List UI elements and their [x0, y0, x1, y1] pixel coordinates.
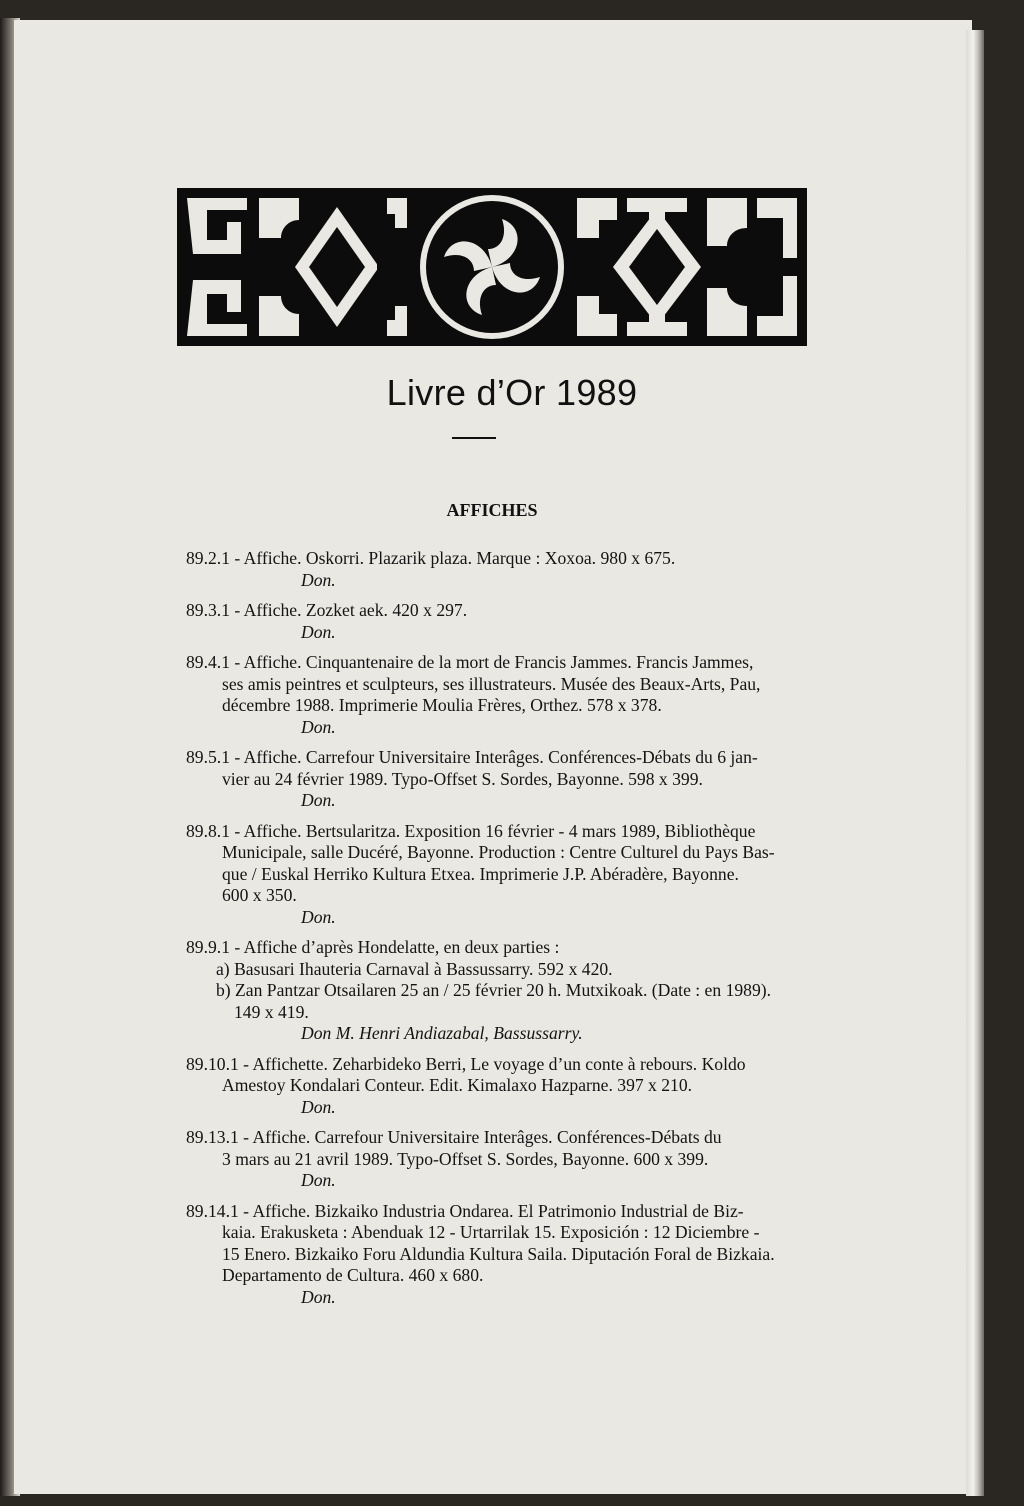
page-stack-edge: [966, 30, 984, 1496]
entry-donor: Don.: [301, 790, 336, 810]
list-item: [186, 1127, 808, 1192]
entry-text: kaia. Erakusketa : Abenduak 12 - Urtarrilak 15. Exposición : 12 Diciembre -: [222, 1222, 760, 1242]
entry-text: 3 mars au 21 avril 1989. Typo-Offset S. Sordes, Bayonne. 600 x 399.: [222, 1148, 709, 1169]
list-item: [186, 1201, 808, 1309]
entry-text: 89.3.1 - Affiche. Zozket aek. 420 x 297.: [186, 600, 468, 620]
list-item: [186, 600, 808, 643]
entry-text: 600 x 350.: [222, 885, 297, 905]
entry-text: 89.5.1 - Affiche. Carrefour Universitaire Interâges. Conférences-Débats du 6 jan-: [186, 747, 758, 767]
entry-donor: Don.: [301, 621, 336, 642]
entry-text: que / Euskal Herriko Kultura Etxea. Imprimerie J.P. Abéradère, Bayonne.: [222, 863, 739, 884]
entry-donor: Don M. Henri Andiazabal, Bassussarry.: [301, 1023, 583, 1043]
entry-text: 89.10.1 - Affichette. Zeharbideko Berri, Le voyage d’un conte à rebours. Koldo: [186, 1053, 746, 1074]
entry-donor: Don.: [301, 569, 336, 590]
list-item: [186, 821, 808, 929]
entry-text: Municipale, salle Ducéré, Bayonne. Production : Centre Culturel du Pays Bas-: [222, 842, 775, 862]
entry-donor: Don.: [301, 1286, 336, 1307]
list-item: [186, 548, 808, 591]
entry-text: vier au 24 février 1989. Typo-Offset S. Sordes, Bayonne. 598 x 399.: [222, 768, 703, 789]
entry-subitem: b) Zan Pantzar Otsailaren 25 an / 25 février 20 h. Mutxikoak. (Date : en 1989).: [216, 980, 772, 1000]
entry-donor: Don.: [301, 716, 336, 737]
entry-subitem: 149 x 419.: [234, 1001, 309, 1022]
entry-text: 89.9.1 - Affiche d’après Hondelatte, en deux parties :: [186, 937, 560, 957]
entry-text: Departamento de Cultura. 460 x 680.: [222, 1265, 484, 1285]
section-heading: AFFICHES: [446, 500, 538, 520]
entry-text: 89.4.1 - Affiche. Cinquantenaire de la mort de Francis Jammes. Francis Jammes,: [186, 652, 754, 672]
list-item: [186, 747, 808, 812]
entry-donor: Don.: [301, 906, 336, 927]
entry-donor: Don.: [301, 1096, 336, 1117]
entry-text: décembre 1988. Imprimerie Moulia Frères, Orthez. 578 x 378.: [222, 695, 662, 715]
list-item: [186, 1054, 808, 1119]
entry-text: 89.14.1 - Affiche. Bizkaiko Industria Ondarea. El Patrimonio Industrial de Biz-: [186, 1200, 744, 1221]
entry-text: 89.8.1 - Affiche. Bertsularitza. Exposition 16 février - 4 mars 1989, Bibliothèque: [186, 820, 756, 841]
entry-donor: Don.: [301, 1170, 336, 1190]
entry-text: Amestoy Kondalari Conteur. Edit. Kimalaxo Hazparne. 397 x 210.: [222, 1075, 693, 1095]
list-item: [186, 652, 808, 738]
entry-text: 15 Enero. Bizkaiko Foru Aldundia Kultura Saila. Diputación Foral de Bizkaia.: [222, 1243, 775, 1264]
list-item: [186, 937, 808, 1045]
page-title: Livre d’Or 1989: [386, 372, 638, 413]
title-underline: [452, 437, 496, 439]
entry-text: 89.13.1 - Affiche. Carrefour Universitaire Interâges. Conférences-Débats du: [186, 1127, 722, 1147]
basque-lauburu-ornament-icon: [177, 188, 807, 346]
entry-list: [186, 548, 808, 1317]
entry-text: 89.2.1 - Affiche. Oskorri. Plazarik plaza. Marque : Xoxoa. 980 x 675.: [186, 548, 676, 568]
entry-text: ses amis peintres et sculpteurs, ses illustrateurs. Musée des Beaux-Arts, Pau,: [222, 673, 761, 694]
entry-subitem: a) Basusari Ihauteria Carnaval à Bassussarry. 592 x 420.: [216, 958, 613, 979]
